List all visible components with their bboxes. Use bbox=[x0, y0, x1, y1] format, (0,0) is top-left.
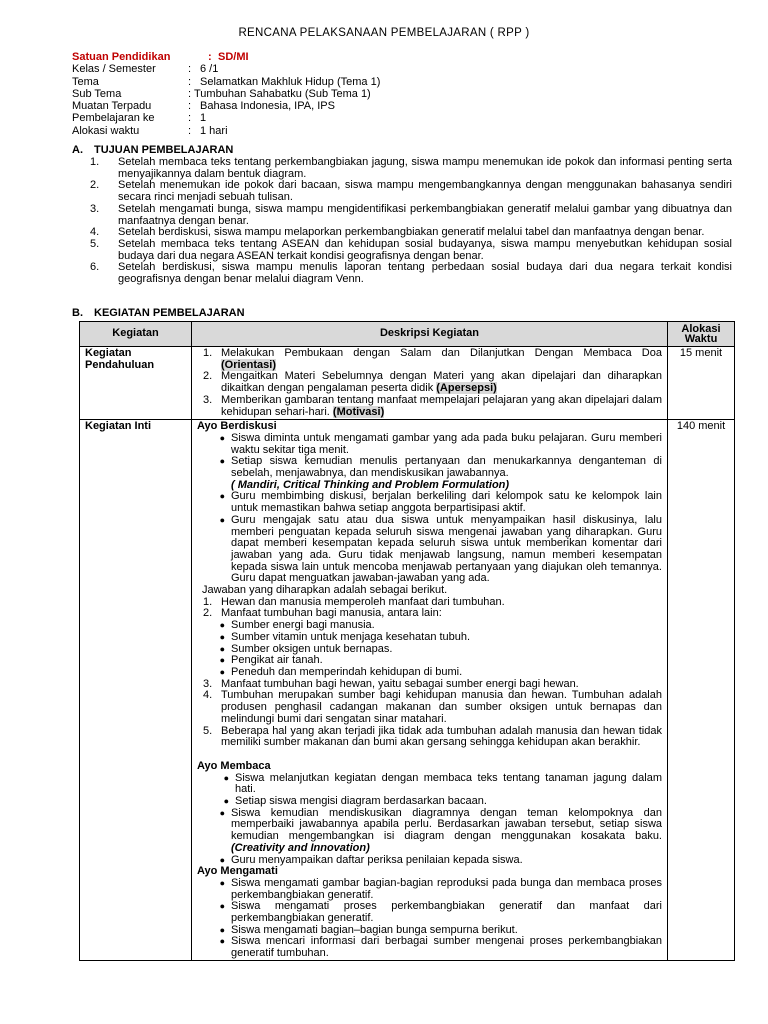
objective-text: Setelah berdiskusi, siswa mampu melaporkan perkembangbiakan generatif melalui tabel dan manfaatnya dengan benar. bbox=[118, 226, 705, 239]
objective-text: Setelah membaca teks tentang perkembangbiakan jagung, siswa mampu menemukan ide pokok dan informasi penting serta menyajikannya dalam bentuk diagram. bbox=[118, 156, 732, 180]
info-row-alokasi bbox=[72, 125, 380, 137]
row-description bbox=[192, 347, 668, 420]
section-title: KEGIATAN PEMBELAJARAN bbox=[94, 307, 245, 319]
header-alokasi: Alokasi Waktu bbox=[668, 322, 735, 347]
info-value: Selamatkan Makhluk Hidup (Tema 1) bbox=[200, 75, 381, 88]
row-time bbox=[668, 347, 735, 420]
bullet-dot-icon: ● bbox=[219, 432, 225, 443]
objective-item bbox=[90, 180, 732, 203]
bullet-text: Siswa mencari informasi dari berbagai sumber mengenai proses perkembangbiakan generatif tumbuhan. bbox=[231, 935, 662, 960]
bullet-text: Siswa mengamati gambar bagian-bagian reproduksi pada bunga dan membaca proses perkembangbiakan generatif. bbox=[231, 876, 662, 901]
bullet-dot-icon: ● bbox=[219, 655, 225, 666]
answer-text: Manfaat tumbuhan bagi hewan, yaitu sebagai sumber energi bagi hewan. bbox=[221, 677, 579, 690]
objective-number: 3. bbox=[90, 202, 100, 215]
objective-number: 6. bbox=[90, 261, 100, 274]
objective-number: 1. bbox=[90, 156, 100, 168]
time-value: 15 menit bbox=[679, 347, 723, 359]
info-value: 1 hari bbox=[200, 124, 228, 137]
item-number: 1. bbox=[203, 347, 213, 359]
info-label: Muatan Terpadu bbox=[72, 100, 152, 113]
info-label: Tema bbox=[72, 75, 99, 88]
item-text: Mengaitkan Materi Sebelumnya dengan Materi yang akan dipelajari dan diharapkan dikaitkan dengan pengalaman peserta didik bbox=[221, 370, 662, 395]
item-body bbox=[221, 395, 662, 418]
answers-intro: Jawaban yang diharapkan adalah sebagai berikut. bbox=[202, 584, 448, 597]
item-number: 3. bbox=[203, 393, 213, 406]
bullet-text: Pengikat air tanah. bbox=[231, 654, 323, 667]
kegiatan-label: Kegiatan Pendahuluan bbox=[85, 347, 155, 371]
bullet-text: Guru menyampaikan daftar periksa penilaian kepada siswa. bbox=[231, 853, 523, 866]
answer-number: 1. bbox=[203, 595, 213, 608]
item-tag: (Motivasi) bbox=[332, 405, 385, 418]
item-tag: (Orientasi) bbox=[221, 358, 277, 371]
table-row-pendahuluan bbox=[80, 347, 735, 420]
objective-item bbox=[90, 157, 732, 180]
section-letter: B. bbox=[72, 307, 83, 319]
bullet-item bbox=[197, 878, 662, 901]
info-colon: : bbox=[188, 100, 192, 113]
section-title: TUJUAN PEMBELAJARAN bbox=[94, 144, 234, 156]
bullet-dot-icon: ● bbox=[219, 514, 225, 525]
subsection-heading: Ayo Berdiskusi bbox=[197, 420, 277, 433]
bullet-dot-icon: ● bbox=[219, 456, 225, 467]
bullet-text: Setiap siswa kemudian menulis pertanyaan dan menukarkannya denganteman di sebelah, menjawabnya, dan mendiskusikan jawabannya. bbox=[231, 455, 662, 480]
bullet-text: Peneduh dan memperindah kehidupan di bumi. bbox=[231, 665, 463, 678]
objective-item bbox=[90, 204, 732, 227]
bullet-dot-icon: ● bbox=[219, 620, 225, 631]
section-a-heading bbox=[72, 144, 233, 156]
bullet-text: Sumber oksigen untuk bernapas. bbox=[231, 642, 393, 655]
answer-number: 3. bbox=[203, 677, 213, 690]
time-value: 140 menit bbox=[676, 420, 726, 433]
objective-number: 5. bbox=[90, 237, 100, 250]
bullet-text: Siswa kemudian mendiskusikan diagramnya dengan teman kelompoknya dan memperbaiki jawabannya apabila perlu. Berdasarkan jawaban tersebut, setiap siswa kemudian mengembangkan isi diagram dengan menggunakan kosakata baku. bbox=[231, 806, 662, 843]
info-colon: : bbox=[188, 87, 192, 100]
info-row-tema bbox=[72, 76, 380, 88]
activities-table bbox=[79, 321, 735, 961]
row-label bbox=[80, 420, 192, 961]
bullet-text: Sumber vitamin untuk menjaga kesehatan tubuh. bbox=[231, 630, 471, 643]
identity-block bbox=[72, 51, 380, 137]
bullet-dot-icon: ● bbox=[219, 643, 225, 654]
bullet-text: Guru membimbing diskusi, berjalan berkeliling dari kelompok satu ke kelompok lain untuk memastikan bahwa setiap anggota berpartisipasi aktif. bbox=[231, 490, 662, 515]
table-row-inti bbox=[80, 420, 735, 961]
item-body bbox=[221, 371, 662, 394]
item-number: 2. bbox=[203, 370, 213, 383]
header-deskripsi: Deskripsi Kegiatan bbox=[192, 322, 668, 347]
objective-item bbox=[90, 239, 732, 262]
info-row-kelas bbox=[72, 63, 380, 75]
list-item bbox=[197, 348, 662, 371]
answer-number: 2. bbox=[203, 607, 213, 620]
answer-text: Hewan dan manusia memperoleh manfaat dari tumbuhan. bbox=[221, 595, 505, 608]
bullet-dot-icon: ● bbox=[219, 901, 225, 912]
answer-item bbox=[197, 726, 662, 749]
bullet-item bbox=[197, 456, 662, 491]
emphasis-note: ( Mandiri, Critical Thinking and Problem Formulation) bbox=[231, 478, 510, 491]
document-title: RENCANA PELAKSANAAN PEMBELAJARAN ( RPP ) bbox=[238, 27, 530, 39]
objective-text: Setelah membaca teks tentang ASEAN dan kehidupan sosial budayanya, siswa mampu menyebutkan kehidupan sosial budaya dari dua negara ASEAN terkait kondisi geografisnya dengan benar. bbox=[118, 237, 732, 262]
bullet-item bbox=[197, 632, 662, 644]
header-kegiatan: Kegiatan bbox=[80, 322, 192, 347]
objectives-list bbox=[90, 157, 732, 286]
bullet-item bbox=[197, 433, 662, 456]
bullet-dot-icon: ● bbox=[223, 772, 229, 783]
bullet-dot-icon: ● bbox=[219, 936, 225, 947]
objective-text: Setelah mengamati bunga, siswa mampu mengidentifikasi perkembangbiakan generatif melalui gambar yang dibuatnya dan manfaatnya dengan benar. bbox=[118, 202, 732, 227]
info-row-subtema bbox=[72, 88, 380, 100]
bullet-item bbox=[197, 773, 662, 796]
bullet-item bbox=[197, 808, 662, 855]
item-text: Melakukan Pembukaan dengan Salam dan Dilanjutkan Dengan Membaca Doa bbox=[221, 347, 662, 359]
info-colon: : bbox=[188, 63, 192, 76]
info-colon: : bbox=[188, 112, 192, 125]
bullet-text: Sumber energi bagi manusia. bbox=[231, 619, 375, 632]
answer-text: Tumbuhan merupakan sumber bagi kehidupan manusia dan hewan. Tumbuhan adalah produsen penghasil cadangan makanan dan sumber oksigen untuk bernapas dan melindungi bumi dari sengatan sinar matahari. bbox=[221, 689, 662, 725]
bullet-text: Guru mengajak satu atau dua siswa untuk menyampaikan hasil diskusinya, lalu memberi penguatan kepada seluruh siswa mengenai jawaban yang diharapkan. Guru dapat memberi kesempatan kepada seluruh siswa untuk memberikan komentar dari jawaban yang ada. Guru tidak menjawab langsung, namun memberi kesempatan kepada siswa lain untuk mencoba menjawab pertanyaan yang diajukan oleh temannya. Guru dapat menguatkan jawaban-jawaban yang ada. bbox=[231, 513, 662, 585]
info-label: Sub Tema bbox=[72, 87, 122, 100]
bullet-dot-icon: ● bbox=[219, 631, 225, 642]
bullet-item bbox=[197, 515, 662, 585]
info-value: 1 bbox=[200, 112, 207, 125]
bullet-item bbox=[197, 936, 662, 959]
info-row-satuan bbox=[72, 51, 380, 63]
info-value: SD/MI bbox=[218, 51, 249, 63]
subsection-heading: Ayo Membaca bbox=[197, 759, 271, 772]
bullet-text: Siswa melanjutkan kegiatan dengan membaca teks tentang tanaman jagung dalam hati. bbox=[235, 771, 662, 796]
bullet-dot-icon: ● bbox=[219, 807, 225, 818]
objective-number: 4. bbox=[90, 226, 100, 239]
list-item bbox=[197, 371, 662, 394]
answer-text: Beberapa hal yang akan terjadi jika tidak ada tumbuhan adalah manusia dan hewan tidak memiliki sumber makanan dan bumi akan gersang sehingga kehidupan akan berakhir. bbox=[221, 724, 662, 749]
info-label: Kelas / Semester bbox=[72, 63, 156, 76]
info-value: Tumbuhan Sahabatku (Sub Tema 1) bbox=[194, 87, 371, 100]
bullet-dot-icon: ● bbox=[219, 666, 225, 677]
row-description bbox=[192, 420, 668, 961]
section-b-heading bbox=[72, 307, 245, 319]
info-colon: : bbox=[188, 124, 192, 137]
bullet-dot-icon: ● bbox=[219, 854, 225, 865]
emphasis-note: (Creativity and Innovation) bbox=[231, 841, 370, 854]
bullet-body bbox=[231, 808, 662, 855]
list-item bbox=[197, 395, 662, 418]
item-text: Memberikan gambaran tentang manfaat mempelajari pelajaran yang akan dipelajari dalam kehidupan sehari-hari. bbox=[221, 393, 662, 418]
answer-item bbox=[197, 690, 662, 725]
objective-item bbox=[90, 262, 732, 285]
info-value: Bahasa Indonesia, IPA, IPS bbox=[200, 100, 335, 113]
objective-text: Setelah menemukan ide pokok dari bacaan, siswa mampu mengembangkannya dengan menggunakan bahasanya sendiri secara rinci menjadi sebuah tulisan. bbox=[118, 179, 732, 204]
bullet-text: Siswa diminta untuk mengamati gambar yang ada pada buku pelajaran. Guru memberi waktu sekitar tiga menit. bbox=[231, 431, 662, 456]
info-colon: : bbox=[208, 51, 212, 63]
bullet-text: Siswa mengamati bagian–bagian bunga sempurna berikut. bbox=[231, 923, 518, 936]
bullet-item bbox=[197, 491, 662, 514]
item-tag: (Apersepsi) bbox=[436, 382, 497, 395]
info-label: Satuan Pendidikan bbox=[72, 51, 171, 63]
bullet-item bbox=[197, 667, 662, 679]
subsection-heading: Ayo Mengamati bbox=[197, 865, 278, 878]
row-label bbox=[80, 347, 192, 420]
bullet-text: Setiap siswa mengisi diagram berdasarkan bacaan. bbox=[235, 795, 487, 808]
objective-text: Setelah berdiskusi, siswa mampu menulis laporan tentang perbedaan sosial budaya dari dua negara terkait kondisi geografisnya dengan benar melalui diagram Venn. bbox=[118, 261, 732, 286]
info-colon: : bbox=[188, 75, 192, 88]
bullet-dot-icon: ● bbox=[219, 924, 225, 935]
bullet-dot-icon: ● bbox=[223, 796, 229, 807]
bullet-dot-icon: ● bbox=[219, 491, 225, 502]
row-time bbox=[668, 420, 735, 961]
answer-number: 5. bbox=[203, 724, 213, 737]
info-label: Alokasi waktu bbox=[72, 124, 140, 137]
info-row-muatan bbox=[72, 100, 380, 112]
info-row-pembelajaran bbox=[72, 112, 380, 124]
table-header-row bbox=[80, 322, 735, 347]
answer-number: 4. bbox=[203, 689, 213, 702]
answer-text: Manfaat tumbuhan bagi manusia, antara lain: bbox=[221, 607, 442, 620]
info-label: Pembelajaran ke bbox=[72, 112, 155, 125]
kegiatan-label: Kegiatan Inti bbox=[85, 420, 152, 433]
item-body bbox=[221, 348, 662, 371]
objective-number: 2. bbox=[90, 179, 100, 192]
bullet-text: Siswa mengamati proses perkembangbiakan generatif dan manfaat dari perkembangbiakan generatif. bbox=[231, 900, 662, 925]
bullet-body bbox=[231, 456, 662, 491]
bullet-item bbox=[197, 901, 662, 924]
section-letter: A. bbox=[72, 144, 83, 156]
bullet-dot-icon: ● bbox=[219, 877, 225, 888]
info-value: 6 /1 bbox=[200, 63, 219, 76]
